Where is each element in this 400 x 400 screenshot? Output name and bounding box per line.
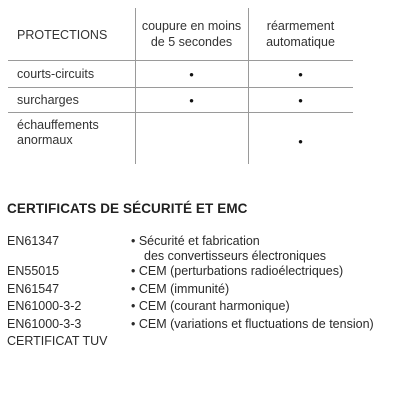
row-label: courts-circuits [8,61,135,88]
table-row [8,113,353,165]
cert-description [131,234,326,264]
cert-code: EN61000-3-2 [7,299,82,314]
cert-description: • CEM (immunité) [131,281,230,296]
row-label: surcharges [8,88,135,113]
header-coupure: coupure en moins de 5 secondes [135,8,248,61]
bullet-mark: • [298,133,303,149]
row-label: échauffements anormaux [8,113,135,165]
cert-code: CERTIFICAT TUV [7,334,108,349]
protections-table [8,8,353,164]
bullet-mark: • [298,66,303,82]
cert-description: • CEM (courant harmonique) [131,299,290,314]
cert-code: EN61000-3-3 [7,316,82,331]
cert-code: EN55015 [7,264,60,278]
header-rearmement: réarmement automatique [248,8,353,61]
bullet-mark: • [189,92,194,108]
cert-code: EN61547 [7,281,60,296]
cert-desc-line: • Sécurité et fabrication [131,234,260,248]
cert-description: • CEM (variations et fluctuations de tension) [131,316,374,331]
table-header-row [8,8,353,61]
certificats-title: CERTIFICATS DE SÉCURITÉ ET EMC [7,201,248,216]
bullet-mark: • [189,66,194,82]
cert-desc-line: des convertisseurs électroniques [144,249,327,263]
table-row [8,88,353,113]
cert-description: • CEM (perturbations radioélectriques) [131,264,344,278]
header-protections: PROTECTIONS [17,28,108,42]
cert-code: EN61347 [7,234,60,248]
bullet-mark: • [298,92,303,108]
table-row [8,61,353,88]
